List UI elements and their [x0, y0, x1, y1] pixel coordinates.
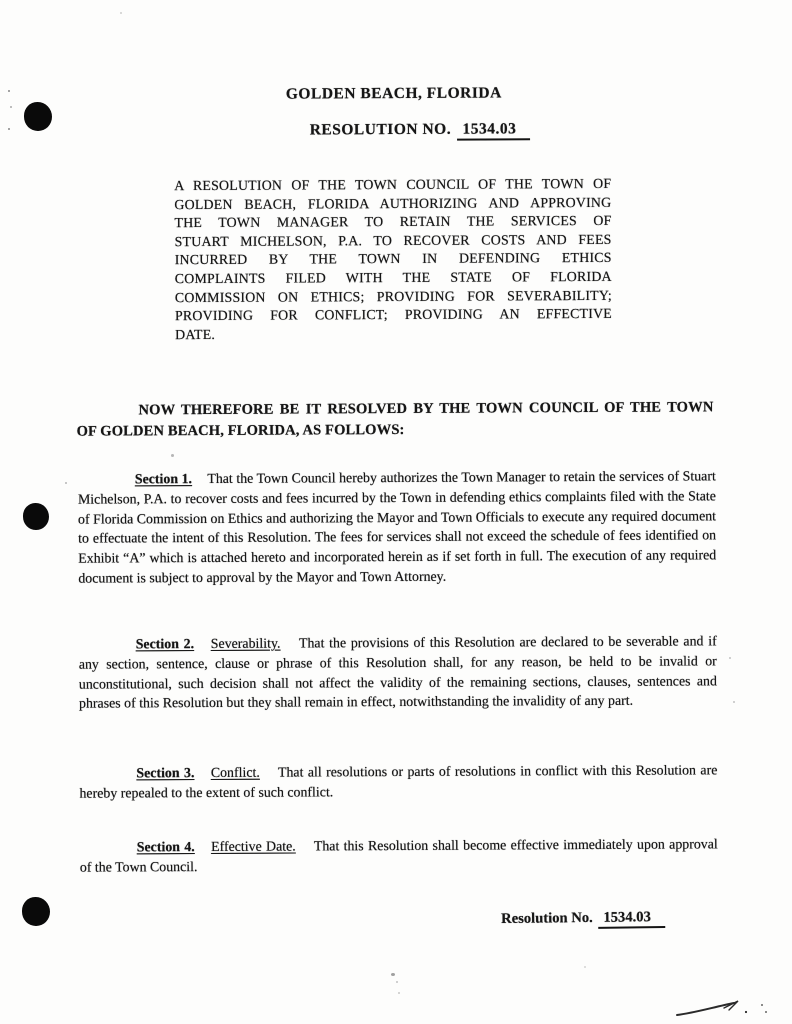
section-2-body: That the provisions of this Resolution are declared to be severable and if any section, sentence, clause or phrase of this Resolution shall, for any reason, be held to be invalid or unconstitutional, such decision shall not affect the validity of the remaining sections, clauses, sentences and phrases of this Resolution but they shall remain in effect, notwithstanding the invalidity of any part. [78, 634, 717, 713]
preamble-line: A RESOLUTION OF THE TOWN COUNCIL OF THE TOWN OF [174, 176, 612, 195]
pen-scribble [674, 996, 786, 1022]
resolution-preamble [174, 176, 612, 346]
section-4-subtitle: Effective Date. [211, 839, 296, 855]
section-1-paragraph [78, 467, 717, 589]
section-3-subtitle: Conflict. [210, 765, 260, 781]
section-2-subtitle: Severability. [210, 636, 281, 652]
section-2-paragraph [79, 632, 717, 715]
preamble-line: STUART MICHELSON, P.A. TO RECOVER COSTS AND FEES [174, 232, 612, 250]
footer-resolution-label: Resolution No. [501, 909, 593, 928]
section-2-label: Section 2. [135, 637, 195, 653]
section-1-label: Section 1. [134, 472, 193, 488]
section-4-label: Section 4. [136, 840, 195, 856]
resolution-number-value: 1534.03 [457, 120, 530, 140]
preamble-line: THE TOWN MANAGER TO RETAIN THE SERVICES OF [174, 214, 612, 232]
section-3-paragraph [79, 761, 717, 804]
preamble-line: COMPLAINTS FILED WITH THE STATE OF FLORIDA [174, 269, 612, 288]
preamble-line: COMMISSION ON ETHICS; PROVIDING FOR SEVERABILITY; [174, 288, 612, 306]
resolved-clause-line: NOW THEREFORE BE IT RESOLVED BY THE TOWN COUNCIL OF THE TOWN [138, 399, 714, 419]
section-3-label: Section 3. [136, 766, 195, 782]
section-3-body: That all resolutions or parts of resolutions in conflict with this Resolution are hereby repealed to the extent of such conflict. [79, 763, 718, 802]
resolved-clause [76, 397, 713, 442]
city-header-title: GOLDEN BEACH, FLORIDA [285, 84, 502, 103]
resolution-number-heading [50, 119, 790, 141]
preamble-line: GOLDEN BEACH, FLORIDA AUTHORIZING AND APPROVING [174, 195, 612, 213]
preamble-line: PROVIDING FOR CONFLICT; PROVIDING AN EFFECTIVE [174, 307, 613, 325]
footer-resolution-value: 1534.03 [598, 909, 665, 929]
section-4-paragraph [80, 835, 718, 878]
resolution-number-label: RESOLUTION NO. [309, 120, 452, 139]
footer-resolution-number [501, 909, 665, 928]
resolved-clause-line: OF GOLDEN BEACH, FLORIDA, AS FOLLOWS: [76, 421, 405, 440]
section-1-body: That the Town Council hereby authorizes the Town Manager to retain the services of Stuart Michelson, P.A. to recover costs and fees incurred by the Town in defending ethics complaints filed with the State of Florida Commission on Ethics and authorizing the Mayor and Town Officials to execute any required document to effectuate the intent of this Resolution. The fees for services shall not exceed the schedule of fees identified on Exhibit “A” which is attached hereto and incorporated herein as if set forth in full. The execution of any required document is subject to approval by the Mayor and Town Attorney. [77, 469, 717, 587]
preamble-line: INCURRED BY THE TOWN IN DEFENDING ETHICS [174, 251, 612, 269]
preamble-line: DATE. [175, 327, 216, 343]
section-4-body: That this Resolution shall become effective immediately upon approval of the Town Council. [79, 837, 718, 876]
